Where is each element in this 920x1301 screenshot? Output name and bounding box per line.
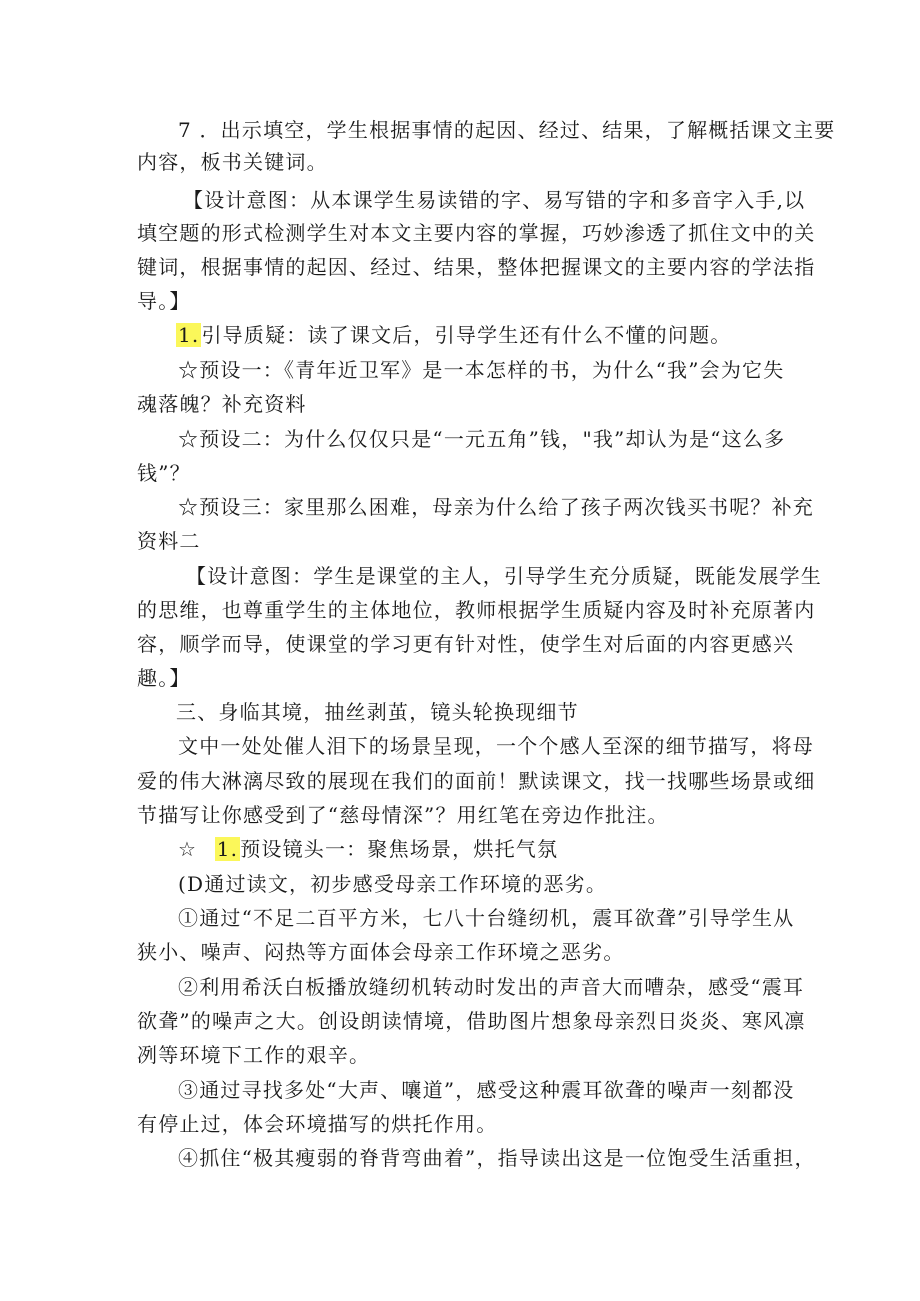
item-2-line-2: 欲聋”的噪声之大。创设朗读情境，借助图片想象母亲烈日炎炎、寒风凛 (137, 1009, 806, 1033)
preset-three-line-2: 资料二 (137, 529, 201, 553)
preset-shot-text: 预设镜头一：聚焦场景，烘托气氛 (240, 837, 559, 861)
preset-two-line-1: ☆预设二：为什么仅仅只是“一元五角”钱，"我”却认为是“这么多 (178, 427, 786, 451)
question-prompt-text: 引导质疑：读了课文后，引导学生还有什么不懂的问题。 (201, 323, 732, 347)
design-intent-2-line-1: 【设计意图：学生是课堂的主人，引导学生充分质疑，既能发展学生 (186, 564, 822, 588)
design-intent-line-2: 填空题的形式检测学生对本文主要内容的掌握，巧妙渗透了抓住文中的关 (137, 221, 816, 245)
list-marker-highlight-2: 1. (216, 837, 239, 861)
text-line-2: 内容，板书关键词。 (137, 150, 328, 174)
preset-shot-line (178, 834, 558, 864)
star-icon: ☆ (178, 837, 198, 861)
design-intent-line-3: 键词，根据事情的起因、经过、结果，整体把握课文的主要内容的学法指 (137, 255, 816, 279)
text-line-1: 7 ．出示填空，学生根据事情的起因、经过、结果，了解概括课文主要 (178, 118, 836, 142)
design-intent-2-line-4: 趣。】 (137, 666, 191, 690)
design-intent-line-4: 导。】 (137, 289, 191, 313)
body-line-3: 节描写让你感受到了“慈母情深”？用红笔在旁边作批注。 (137, 803, 669, 827)
item-3-line-1: ③通过寻找多处“大声、嚷道”，感受这种震耳欲聋的噪声一刻都没 (178, 1078, 795, 1102)
item-1-line-2: 狭小、噪声、闷热等方面体会母亲工作环境之恶劣。 (137, 940, 625, 964)
body-line-1: 文中一处处催人泪下的场景呈现，一个个感人至深的细节描写，将母 (178, 734, 814, 758)
design-intent-line-1: 【设计意图：从本课学生易读错的字、易写错的字和多音字入手,以 (183, 188, 806, 212)
item-2-line-1: ②利用希沃白板播放缝纫机转动时发出的声音大而嘈杂，感受“震耳 (178, 975, 805, 999)
item-1-line-1: ①通过“不足二百平方米，七八十台缝纫机，震耳欲聋”引导学生从 (178, 906, 795, 930)
item-4-line-1: ④抓住“极其瘦弱的脊背弯曲着”，指导读出这是一位饱受生活重担， (178, 1146, 816, 1170)
section-heading: 三、身临其境，抽丝剥茧，镜头轮换现细节 (176, 700, 579, 724)
item-3-line-2: 有停止过，体会环境描写的烘托作用。 (137, 1112, 498, 1136)
preset-one-line-1: ☆预设一：《青年近卫军》是一本怎样的书，为什么“我”会为它失 (178, 358, 785, 382)
item-d-line: (D通过读文，初步感受母亲工作环境的恶劣。 (178, 872, 608, 896)
design-intent-2-line-2: 的思维，也尊重学生的主体地位，教师根据学生质疑内容及时补充原著内 (137, 598, 816, 622)
body-line-2: 爱的伟大淋漓尽致的展现在我们的面前！默读课文，找一找哪些场景或细 (137, 769, 816, 793)
preset-two-line-2: 钱”？ (137, 461, 191, 485)
question-prompt-line (176, 320, 731, 350)
design-intent-2-line-3: 容，顺学而导，使课堂的学习更有针对性，使学生对后面的内容更感兴 (137, 632, 795, 656)
item-2-line-3: 冽等环境下工作的艰辛。 (137, 1043, 371, 1067)
preset-three-line-1: ☆预设三：家里那么困难，母亲为什么给了孩子两次钱买书呢？补充 (178, 495, 814, 519)
preset-one-line-2: 魂落魄？补充资料 (137, 392, 307, 416)
list-marker-highlight: 1. (178, 323, 200, 347)
